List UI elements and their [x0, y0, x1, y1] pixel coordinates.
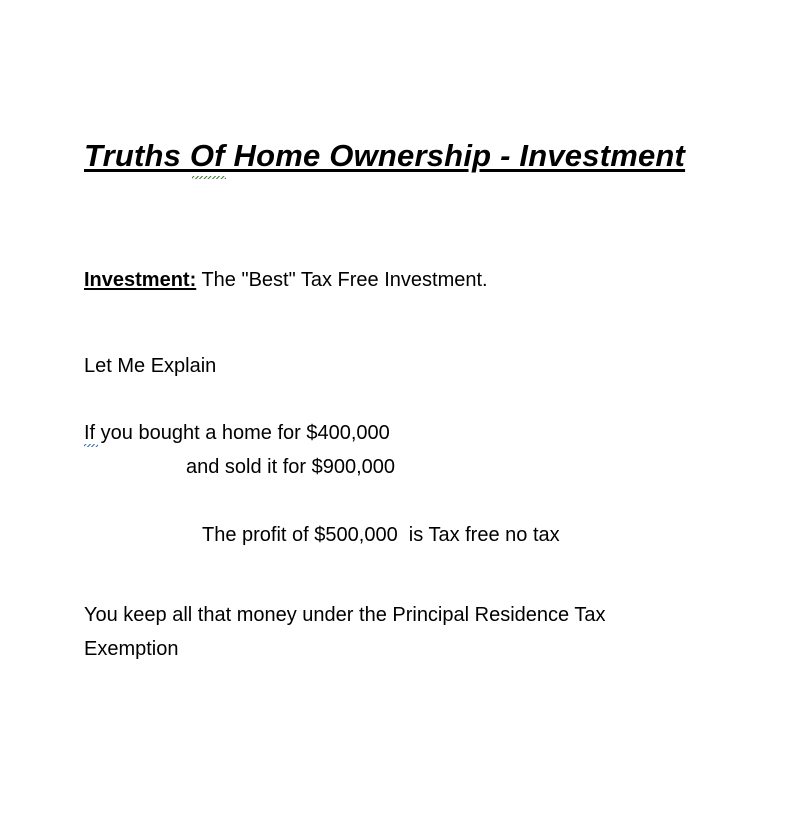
- grammar-underline: [84, 444, 98, 447]
- keep-line-2: Exemption: [84, 638, 179, 660]
- document-title: Truths Of Home Ownership - Investment: [84, 138, 686, 173]
- profit-line: The profit of $500,000 is Tax free no tax: [202, 524, 560, 546]
- intro-line: Let Me Explain: [84, 355, 217, 377]
- spellcheck-underline: [192, 176, 226, 179]
- investment-label: Investment:: [84, 269, 197, 291]
- keep-line-1: You keep all that money under the Principal Residence Tax: [84, 604, 606, 626]
- investment-paragraph: [84, 268, 488, 292]
- investment-text: The "Best" Tax Free Investment.: [196, 269, 488, 291]
- bought-line: If you bought a home for $400,000: [84, 422, 390, 444]
- sold-line: and sold it for $900,000: [186, 456, 396, 478]
